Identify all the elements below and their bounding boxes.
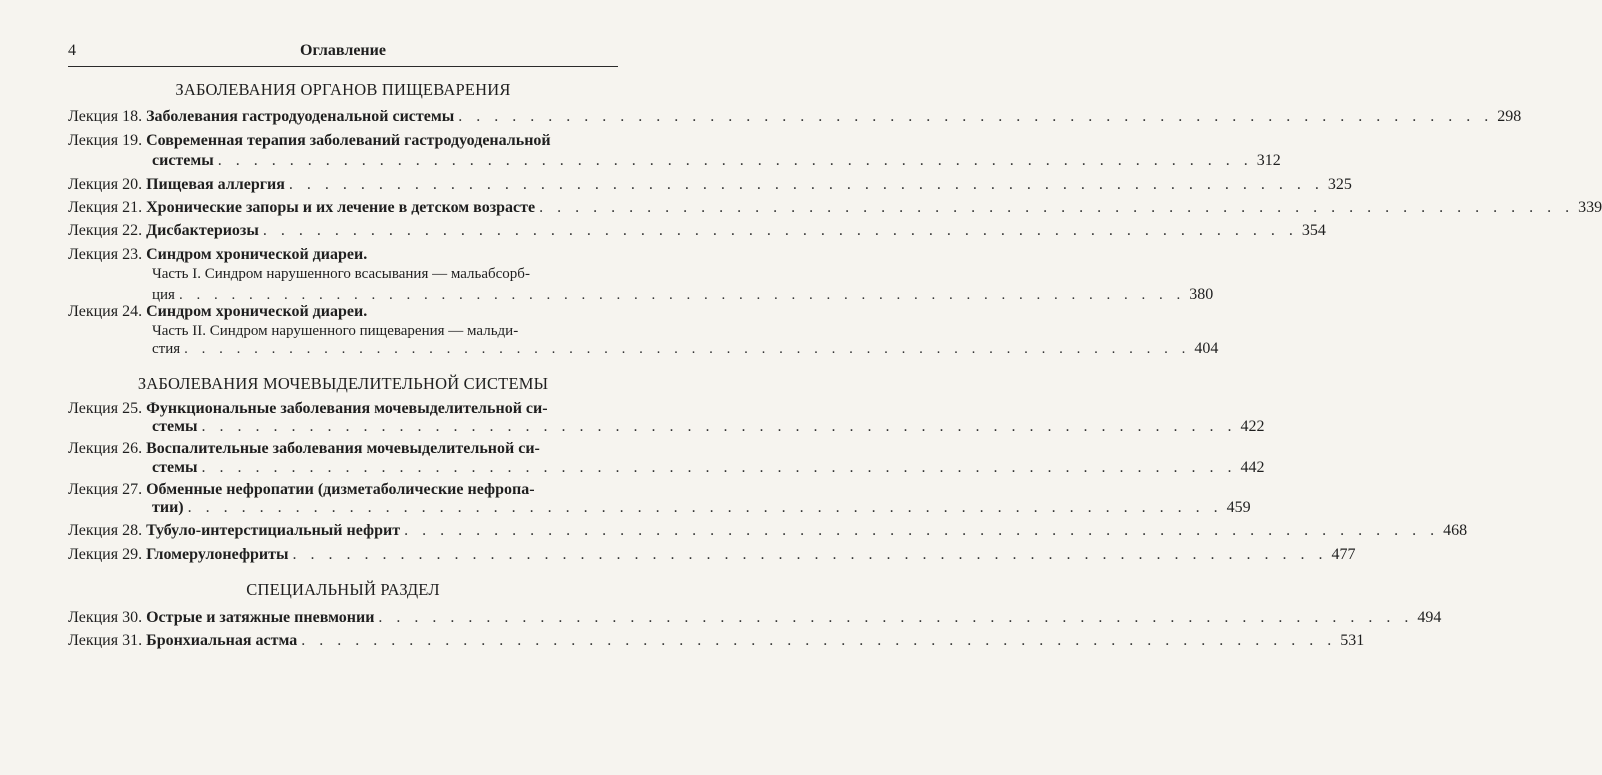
dot-leader: . . . . . . . . . . . . . . . . . . . . . . . . . . . . . . . . . . . . . . . . . . . . . . . . . . . . . . . . . . [301,632,1337,649]
lecture-number: Лекция 18. [68,108,143,125]
lecture-title: Синдром хронической диареи. [146,246,368,263]
lecture-title: Заболевания гастродуоденальной системы [146,108,455,125]
toc-entry[interactable] [68,244,618,265]
page-ref: 531 [1340,632,1365,649]
toc-entry[interactable] [68,607,1442,628]
lecture-number: Лекция 24. [68,303,143,320]
section-title: ЗАБОЛЕВАНИЯ МОЧЕВЫДЕЛИТЕЛЬНОЙ СИСТЕМЫ [137,374,549,393]
page-ref: 404 [1194,340,1219,357]
dot-leader: . . . . . . . . . . . . . . . . . . . . . . . . . . . . . . . . . . . . . . . . . . . . . . . . . . . . . . . . . . [184,341,1191,357]
page-ref: 354 [1301,222,1326,239]
lecture-title: Современная терапия заболеваний гастродуоденальной [146,132,551,149]
lecture-subtitle-cont: ция [152,287,175,303]
dot-leader: . . . . . . . . . . . . . . . . . . . . . . . . . . . . . . . . . . . . . . . . . . . . . . . . . . . . . . . . . . [217,152,1253,169]
lecture-subtitle: Часть I. Синдром нарушенного всасывания — мальабсорб- [152,266,530,282]
lecture-number: Лекция 30. [68,609,143,626]
lecture-title: Хронические запоры и их лечение в детском возрасте [146,199,536,216]
toc-entry[interactable] [68,630,1365,651]
toc-entry[interactable] [68,520,1468,541]
lecture-subtitle: Часть II. Синдром нарушенного пищеварения — мальди- [152,323,519,339]
lecture-number: Лекция 27. [68,481,143,498]
page-ref: 468 [1443,522,1468,539]
dot-leader: . . . . . . . . . . . . . . . . . . . . . . . . . . . . . . . . . . . . . . . . . . . . . . . . . . . . . . . . . . [201,418,1237,435]
toc-entry[interactable] [68,301,618,322]
page-ref: 298 [1497,108,1522,125]
lecture-title-cont: стемы [152,459,198,476]
lecture-number: Лекция 21. [68,199,143,216]
lecture-number: Лекция 25. [68,400,143,417]
dot-leader: . . . . . . . . . . . . . . . . . . . . . . . . . . . . . . . . . . . . . . . . . . . . . . . . . . . . . . . . . . [458,108,1494,125]
dot-leader: . . . . . . . . . . . . . . . . . . . . . . . . . . . . . . . . . . . . . . . . . . . . . . . . . . . . . . . . . . [378,609,1414,626]
toc-subentry-cont [68,338,1219,359]
lecture-number: Лекция 31. [68,632,143,649]
dot-leader: . . . . . . . . . . . . . . . . . . . . . . . . . . . . . . . . . . . . . . . . . . . . . . . . . . . . . . . . . . [404,522,1440,539]
toc-entry-cont [68,457,1265,478]
lecture-title: Бронхиальная астма [146,632,298,649]
dot-leader: . . . . . . . . . . . . . . . . . . . . . . . . . . . . . . . . . . . . . . . . . . . . . . . . . . . . . . . . . . [201,459,1237,476]
lecture-number: Лекция 20. [68,176,143,193]
lecture-title-cont: тии) [152,499,184,516]
page-ref: 459 [1226,499,1251,516]
toc-entry[interactable] [68,197,1602,218]
page-ref: 312 [1256,152,1281,169]
lecture-title: Обменные нефропатии (дизметаболические нефропа- [146,481,535,498]
toc-entry[interactable] [68,220,1326,241]
section-title: СПЕЦИАЛЬНЫЙ РАЗДЕЛ [246,580,440,599]
page-header [68,42,618,67]
lecture-title: Тубуло-интерстициальный нефрит [146,522,401,539]
lecture-title: Функциональные заболевания мочевыделительной си- [146,400,548,417]
toc-entry[interactable] [68,544,1356,565]
lecture-number: Лекция 23. [68,246,143,263]
page-ref: 422 [1240,418,1265,435]
lecture-title-cont: системы [152,152,214,169]
lecture-title: Гломерулонефриты [146,546,289,563]
toc-entry-cont [68,416,1265,437]
lecture-title: Воспалительные заболевания мочевыделительной си- [146,440,540,457]
toc-subentry [68,264,702,285]
dot-leader: . . . . . . . . . . . . . . . . . . . . . . . . . . . . . . . . . . . . . . . . . . . . . . . . . . . . . . . . . . [187,499,1223,516]
lecture-subtitle-cont: стия [152,341,181,357]
toc-entry-cont [68,150,1281,171]
lecture-number: Лекция 29. [68,546,143,563]
section-title: ЗАБОЛЕВАНИЯ ОРГАНОВ ПИЩЕВАРЕНИЯ [175,80,511,99]
page-ref: 380 [1189,286,1214,303]
page-ref: 339 [1578,199,1602,216]
running-title: Оглавление [300,42,386,59]
dot-leader: . . . . . . . . . . . . . . . . . . . . . . . . . . . . . . . . . . . . . . . . . . . . . . . . . . . . . . . . . . [539,199,1575,216]
lecture-number: Лекция 28. [68,522,143,539]
toc-entry[interactable] [68,438,618,459]
lecture-title: Синдром хронической диареи. [146,303,368,320]
toc-entry-cont [68,497,1251,518]
lecture-number: Лекция 22. [68,222,143,239]
lecture-number: Лекция 19. [68,132,143,149]
page-ref: 494 [1417,609,1442,626]
page-ref: 325 [1327,176,1352,193]
lecture-title-cont: стемы [152,418,198,435]
dot-leader: . . . . . . . . . . . . . . . . . . . . . . . . . . . . . . . . . . . . . . . . . . . . . . . . . . . . . . . . . . [292,546,1328,563]
toc-entry[interactable] [68,130,618,151]
page-ref: 477 [1331,546,1356,563]
toc-entry[interactable] [68,106,1522,127]
dot-leader: . . . . . . . . . . . . . . . . . . . . . . . . . . . . . . . . . . . . . . . . . . . . . . . . . . . . . . . . . . [178,287,1186,303]
lecture-title: Острые и затяжные пневмонии [146,609,375,626]
page-ref: 442 [1240,459,1265,476]
lecture-number: Лекция 26. [68,440,143,457]
lecture-title: Дисбактериозы [146,222,259,239]
page-number: 4 [68,42,76,59]
dot-leader: . . . . . . . . . . . . . . . . . . . . . . . . . . . . . . . . . . . . . . . . . . . . . . . . . . . . . . . . . . [262,222,1298,239]
lecture-title: Пищевая аллергия [146,176,285,193]
dot-leader: . . . . . . . . . . . . . . . . . . . . . . . . . . . . . . . . . . . . . . . . . . . . . . . . . . . . . . . . . . [288,176,1324,193]
toc-entry[interactable] [68,174,1352,195]
